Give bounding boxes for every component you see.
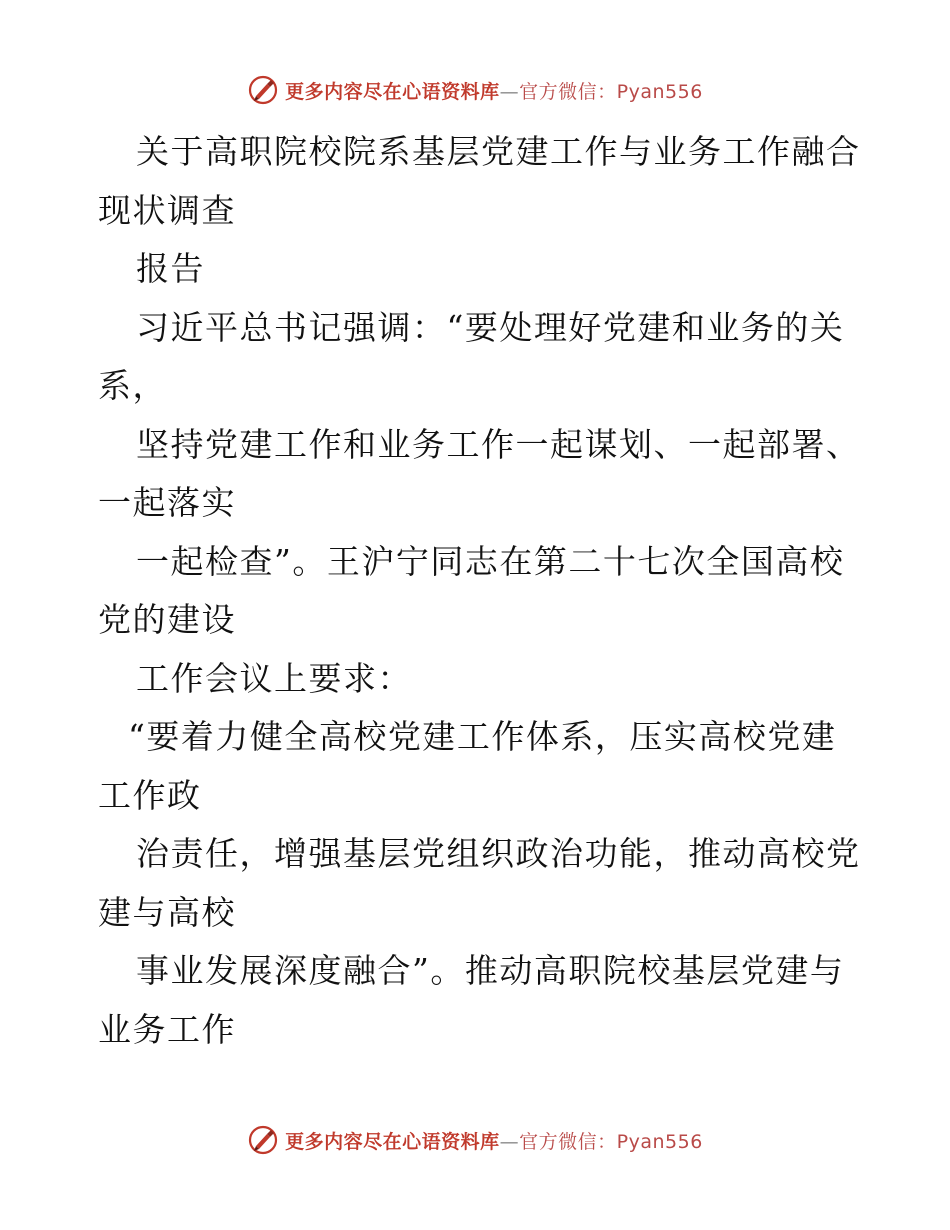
- header-banner-text: [285, 77, 703, 104]
- header-banner-separator: —: [499, 80, 520, 103]
- doc-line: 系，: [98, 366, 167, 405]
- document-body: [98, 123, 861, 1059]
- doc-line: 现状调查: [98, 190, 236, 230]
- doc-line: 事业发展深度融合”。推动高职院校基层党建与: [136, 951, 845, 990]
- doc-line: 党的建设: [98, 600, 236, 639]
- doc-line: “要着力健全高校党建工作体系，压实高校党建: [128, 717, 837, 756]
- doc-line: 建与高校: [98, 892, 236, 932]
- doc-line: 坚持党建工作和业务工作一起谋划、一起部署、: [136, 424, 861, 464]
- doc-line: 一起检查”。王沪宁同志在第二十七次全国高校: [136, 541, 845, 581]
- pen-logo-icon: [247, 1124, 279, 1156]
- doc-line: 治责任，增强基层党组织政治功能，推动高校党: [136, 834, 861, 873]
- doc-line: 业务工作: [98, 1009, 236, 1049]
- footer-banner-main: 更多内容尽在心语资料库: [285, 1130, 500, 1153]
- header-banner: [0, 70, 950, 110]
- footer-banner-text: [285, 1127, 703, 1154]
- footer-banner-separator: —: [499, 1130, 520, 1153]
- header-banner-main: 更多内容尽在心语资料库: [285, 80, 500, 103]
- doc-line: 工作会议上要求：: [136, 658, 412, 698]
- doc-line: 习近平总书记强调：“要处理好党建和业务的关: [136, 307, 845, 347]
- doc-line: 一起落实: [98, 483, 236, 522]
- pen-logo-icon: [247, 74, 279, 106]
- doc-line: 报告: [136, 249, 205, 288]
- doc-line: 关于高职院校院系基层党建工作与业务工作融合: [136, 132, 861, 171]
- footer-banner-wechat: 官方微信：Pyan556: [519, 1130, 703, 1153]
- header-banner-wechat: 官方微信：Pyan556: [519, 80, 703, 103]
- footer-banner: [0, 1120, 950, 1160]
- doc-line: 工作政: [98, 775, 202, 815]
